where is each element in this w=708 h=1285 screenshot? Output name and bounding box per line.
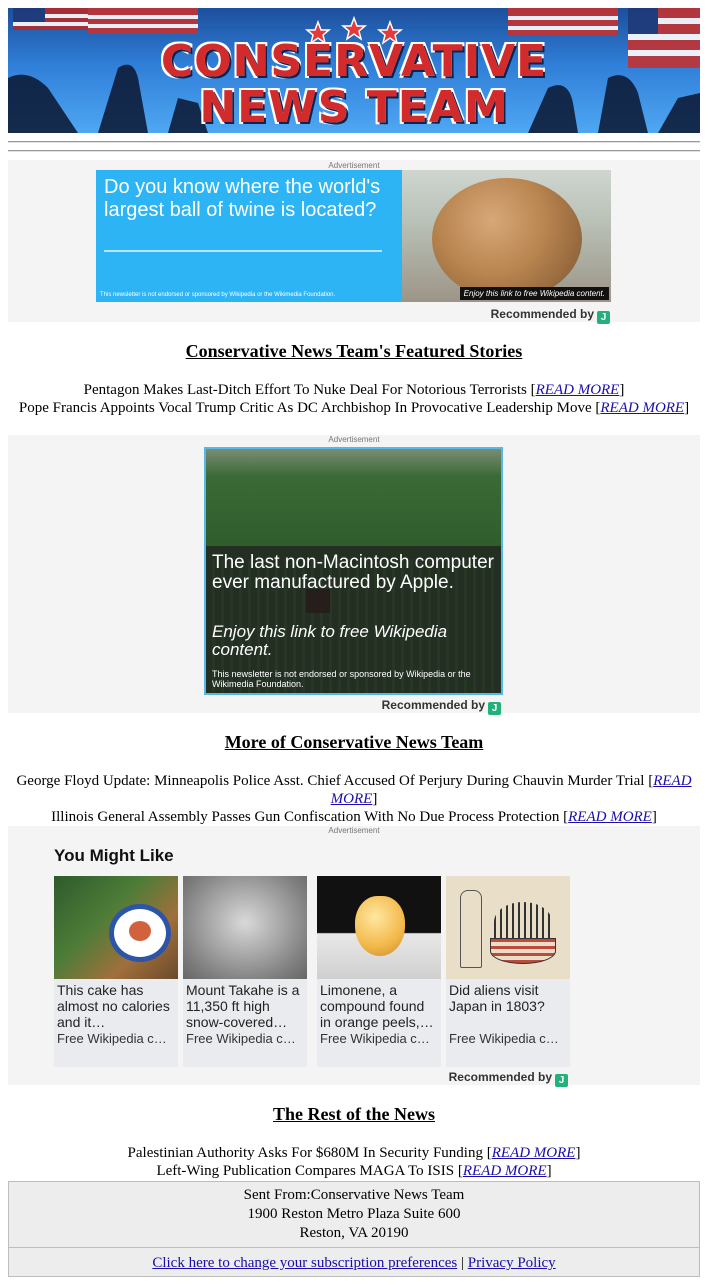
read-more-link[interactable]: READ MORE [600, 400, 685, 416]
ad-title: The last non-Macintosh computer ever manufactured by Apple. [212, 552, 494, 593]
ad-block-apple [8, 435, 700, 713]
j-logo-icon: J [488, 702, 501, 715]
divider [8, 150, 700, 152]
ad-disclaimer: This newsletter is not endorsed or sponsored by Wikipedia or the Wikimedia Foundation. [100, 292, 336, 298]
card-source: Free Wikipedia c… [449, 1031, 559, 1046]
ad-disclaimer: This newsletter is not endorsed or sponsored by Wikipedia or the Wikimedia Foundation. [212, 669, 471, 689]
address-line2: Reston, VA 20190 [299, 1225, 409, 1241]
privacy-policy-link[interactable]: Privacy Policy [467, 1255, 556, 1271]
recommended-by[interactable] [491, 307, 610, 324]
read-more-link[interactable]: READ MORE [535, 382, 620, 398]
circuit-board-image [206, 449, 501, 559]
story-item: Pope Francis Appoints Vocal Trump Critic As DC Archbishop In Provocative Leadership Move [READ MORE] [18, 400, 690, 416]
banner-title-line1: CONSERVATIVE [160, 36, 548, 87]
card-title: This cake has almost no calories and it… [57, 982, 170, 1030]
story-item: George Floyd Update: Minneapolis Police Asst. Chief Accused Of Perjury During Chauvin Murder Trial [READ MORE] [16, 773, 692, 807]
story-title: Illinois General Assembly Passes Gun Confiscation With No Due Process Protection [51, 809, 560, 825]
recommendation-card[interactable] [446, 876, 570, 1067]
more-heading: More of Conservative News Team [224, 732, 484, 752]
ad-label: Advertisement [328, 435, 380, 444]
j-logo-icon: J [597, 311, 610, 324]
ad-rule [104, 250, 382, 252]
ad-label: Advertisement [328, 161, 380, 170]
recommended-label: Recommended by [490, 307, 594, 321]
ad-block-you-might-like [8, 826, 700, 1085]
ad-caption: Enjoy this link to free Wikipedia content. [460, 287, 609, 300]
limonene-image [317, 876, 441, 979]
japan-1803-image [446, 876, 570, 979]
recommendation-card[interactable] [183, 876, 307, 1067]
card-title: Limonene, a compound found in orange peels,… [320, 982, 434, 1030]
you-might-like-title: You Might Like [54, 846, 174, 865]
footer-address [9, 1186, 699, 1243]
subscription-preferences-link[interactable]: Click here to change your subscription preferences [152, 1255, 458, 1271]
story-title: Palestinian Authority Asks For $680M In Security Funding [127, 1145, 483, 1161]
recommended-by[interactable] [449, 1070, 568, 1087]
ad-block-twine [8, 160, 700, 322]
card-source: Free Wikipedia c… [320, 1031, 430, 1046]
story-item: Left-Wing Publication Compares MAGA To ISIS [READ MORE] [156, 1163, 552, 1179]
recommendation-card[interactable] [54, 876, 178, 1067]
sent-from: Sent From:Conservative News Team [243, 1187, 465, 1203]
ad-subtitle: Enjoy this link to free Wikipedia content. [212, 622, 448, 659]
address-line1: 1900 Reston Metro Plaza Suite 600 [247, 1206, 461, 1222]
card-title: Did aliens visit Japan in 1803? [449, 982, 545, 1014]
banner-title-line2: NEWS TEAM [199, 82, 509, 133]
footer [8, 1181, 700, 1277]
divider [8, 141, 700, 143]
twine-ball-image [432, 178, 582, 300]
card-title: Mount Takahe is a 11,350 ft high snow-covered… [186, 982, 300, 1030]
header-banner [8, 8, 700, 133]
story-item: Pentagon Makes Last-Ditch Effort To Nuke Deal For Notorious Terrorists [READ MORE] [83, 382, 625, 398]
recommended-label: Recommended by [448, 1070, 552, 1084]
story-title: Pope Francis Appoints Vocal Trump Critic As DC Archbishop In Provocative Leadership Move [18, 400, 592, 416]
footer-links [9, 1247, 699, 1277]
read-more-link[interactable]: READ MORE [462, 1163, 547, 1179]
link-separator: | [460, 1255, 464, 1271]
read-more-link[interactable]: READ MORE [491, 1145, 576, 1161]
cake-image [54, 876, 178, 979]
featured-heading: Conservative News Team's Featured Stories [185, 341, 523, 361]
ad-label: Advertisement [328, 826, 380, 835]
card-source: Free Wikipedia c… [57, 1031, 167, 1046]
story-title: Left-Wing Publication Compares MAGA To ISIS [156, 1163, 455, 1179]
mountain-image [183, 876, 307, 979]
story-title: Pentagon Makes Last-Ditch Effort To Nuke Deal For Notorious Terrorists [83, 382, 527, 398]
apple-computer-ad[interactable] [204, 447, 503, 695]
story-item: Palestinian Authority Asks For $680M In Security Funding [READ MORE] [127, 1145, 581, 1161]
rest-heading: The Rest of the News [273, 1104, 435, 1124]
recommended-label: Recommended by [381, 698, 485, 712]
recommendation-card[interactable] [317, 876, 441, 1067]
story-item: Illinois General Assembly Passes Gun Confiscation With No Due Process Protection [READ MORE] [51, 809, 657, 825]
recommended-by[interactable] [382, 698, 501, 715]
card-source: Free Wikipedia c… [186, 1031, 296, 1046]
story-title: George Floyd Update: Minneapolis Police Asst. Chief Accused Of Perjury During Chauvin Murder Trial [16, 773, 645, 789]
twine-ad-banner[interactable] [96, 170, 611, 302]
read-more-link[interactable]: READ MORE [568, 809, 652, 825]
j-logo-icon: J [555, 1074, 568, 1087]
ad-headline: Do you know where the world's largest ball of twine is located? [104, 176, 381, 221]
read-more-link[interactable]: READ MORE [330, 773, 692, 807]
